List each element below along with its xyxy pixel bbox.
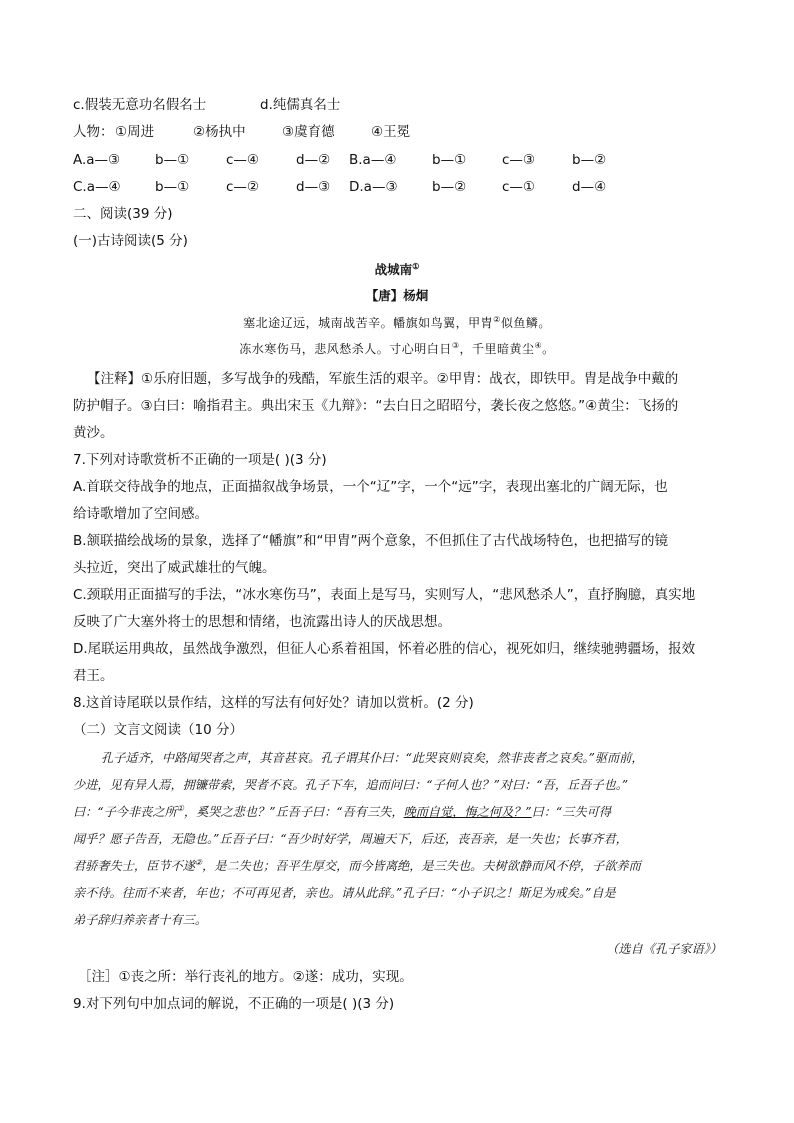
footnote-marker: ④ (534, 341, 543, 350)
poem-text: 冻水寒伤马，悲风愁杀人。寸心明白日 (239, 342, 452, 356)
q7-option-line: B.颔联描绘战场的景象，选择了“幡旗”和“甲胄”两个意象，不但抓住了古代战场特色，也把描写的镜 (73, 533, 669, 549)
option-c-text: c.假装无意功名假名士 (73, 97, 207, 113)
question-7: 7.下列对诗歌赏析不正确的一项是( )(3 分) (73, 452, 327, 468)
poem-text: 。 (542, 342, 555, 356)
answer-cell: b—② (572, 152, 607, 168)
poem-notes-line: 防护帽子。③白曰：喻指君主。典出宋玉《九辩》：“去白日之昭昭兮，袭长夜之悠悠。”④黄尘：飞扬的 (73, 398, 679, 414)
footnote-marker: ② (493, 315, 501, 324)
wenyan-line: 闻乎？愿子告吾，无隐也。”丘吾子曰：“吾少时好学，周遍天下，后还，丧吾亲，是一失也；长事齐君， (73, 832, 628, 846)
answer-cell: A.a—③ (73, 152, 121, 168)
wenyan-text: 曰：“三失可得 (531, 805, 612, 819)
answer-cell: d—② (296, 152, 331, 168)
person-1: ①周进 (115, 124, 155, 140)
answer-cell: b—① (155, 179, 190, 195)
person-4: ④王冕 (371, 124, 411, 140)
wenyan-text: 曰：“子今非丧之所 (73, 805, 177, 819)
poem-text: 塞北途辽远，城南战苦辛。幡旗如鸟翼，甲胄 (243, 316, 494, 330)
q7-option-line: 君王。 (73, 668, 114, 684)
answer-cell: c—① (502, 179, 536, 195)
wenyan-line: 亲不待。往而不来者，年也；不可再见者，亲也。请从此辞。”孔子曰：“小子识之！斯足为戒矣。”自是 (73, 886, 616, 900)
wenyan-note: ［注］①丧之所：举行丧礼的地方。②遂：成功，实现。 (78, 969, 413, 985)
q7-option-line: C.颈联用正面描写的手法，“冰水寒伤马”，表面上是写马，实则写人，“悲风愁杀人”，直抒胸臆，真实地 (73, 587, 696, 603)
wenyan-line: 少进，见有异人焉，拥镰带索，哭者不哀。孔子下车，追而问曰：“子何人也？”对曰：“吾，丘吾子也。” (73, 778, 629, 792)
footnote-marker: ① (176, 803, 184, 813)
q7-option-line: D.尾联运用典故，虽然战争激烈，但征人心系着祖国，怀着必胜的信心，视死如归，继续驰骋疆场，报效 (73, 641, 696, 657)
poem-title (0, 261, 794, 279)
answer-cell: b—① (432, 152, 467, 168)
subsection-heading-poetry: (一)古诗阅读(5 分) (73, 233, 188, 249)
footnote-marker: ③ (451, 341, 460, 350)
wenyan-text: ，奚哭之悲也？”丘吾子曰：“吾有三失， (183, 805, 404, 819)
question-9: 9.对下列句中加点词的解说，不正确的一项是( )(3 分) (73, 996, 395, 1012)
poem-text: ，千里暗黄尘 (459, 342, 535, 356)
answer-cell: c—② (226, 179, 260, 195)
footnote-marker: ① (412, 260, 420, 271)
option-d-text: d.纯儒真名士 (260, 97, 341, 113)
poem-line-1 (0, 314, 794, 332)
poem-title-text: 战城南 (374, 262, 413, 277)
answer-cell: C.a—④ (73, 179, 121, 195)
answer-cell: B.a—④ (349, 152, 397, 168)
q7-option-line: 反映了广大塞外将士的思想和情绪，也流露出诗人的厌战思想。 (73, 614, 451, 630)
answer-cell: c—③ (502, 152, 536, 168)
persons-row (73, 123, 114, 141)
poem-line-2 (0, 340, 794, 358)
wenyan-underlined-text: 晚而自觉，悔之何及？” (403, 805, 532, 819)
persons-label: 人物： (73, 124, 114, 140)
wenyan-source: （选自《孔子家语》） (606, 942, 722, 956)
wenyan-line (73, 803, 611, 821)
footnote-marker: ② (194, 857, 203, 867)
wenyan-line (73, 857, 641, 875)
poem-notes-line: 黄沙。 (73, 425, 114, 441)
person-2: ②杨执中 (193, 124, 246, 140)
wenyan-text: ，是二失也；吾平生厚交，而今皆离绝，是三失也。夫树欲静而风不停，子欲养而 (202, 859, 641, 873)
poem-text: 似鱼鳞。 (500, 316, 551, 330)
poem-author: 【唐】杨炯 (365, 288, 429, 303)
section-heading: 二、阅读(39 分) (73, 206, 173, 222)
poem-notes-line: 【注释】①乐府旧题，多写战争的残酷，军旅生活的艰辛。②甲胄：战衣，即铁甲。胄是战争中戴的 (87, 371, 679, 387)
q7-option-line: A.首联交待战争的地点，正面描叙战争场景，一个“辽”字，一个“远”字，表现出塞北的广阔无际，也 (73, 479, 668, 495)
answer-cell: b—② (432, 179, 467, 195)
person-3: ③虞育德 (282, 124, 335, 140)
answer-cell: D.a—③ (349, 179, 398, 195)
subsection-heading-wenyan: （二）文言文阅读（10 分） (73, 722, 243, 738)
question-8: 8.这首诗尾联以景作结，这样的写法有何好处？请加以赏析。(2 分) (73, 695, 474, 711)
wenyan-text: 君骄奢失士，臣节不遂 (73, 859, 195, 873)
wenyan-line: 弟子辞归养亲者十有三。 (73, 913, 208, 927)
answer-cell: b—① (155, 152, 190, 168)
answer-cell: d—③ (296, 179, 331, 195)
q7-option-line: 头拉近，突出了威武雄壮的气魄。 (73, 560, 276, 576)
wenyan-line: 孔子适齐，中路闻哭者之声，其音甚哀。孔子谓其仆曰：“此哭哀则哀矣，然非丧者之哀矣。”驱而前， (101, 751, 644, 765)
q7-option-line: 给诗歌增加了空间感。 (73, 506, 208, 522)
answer-cell: d—④ (572, 179, 607, 195)
answer-cell: c—④ (226, 152, 260, 168)
